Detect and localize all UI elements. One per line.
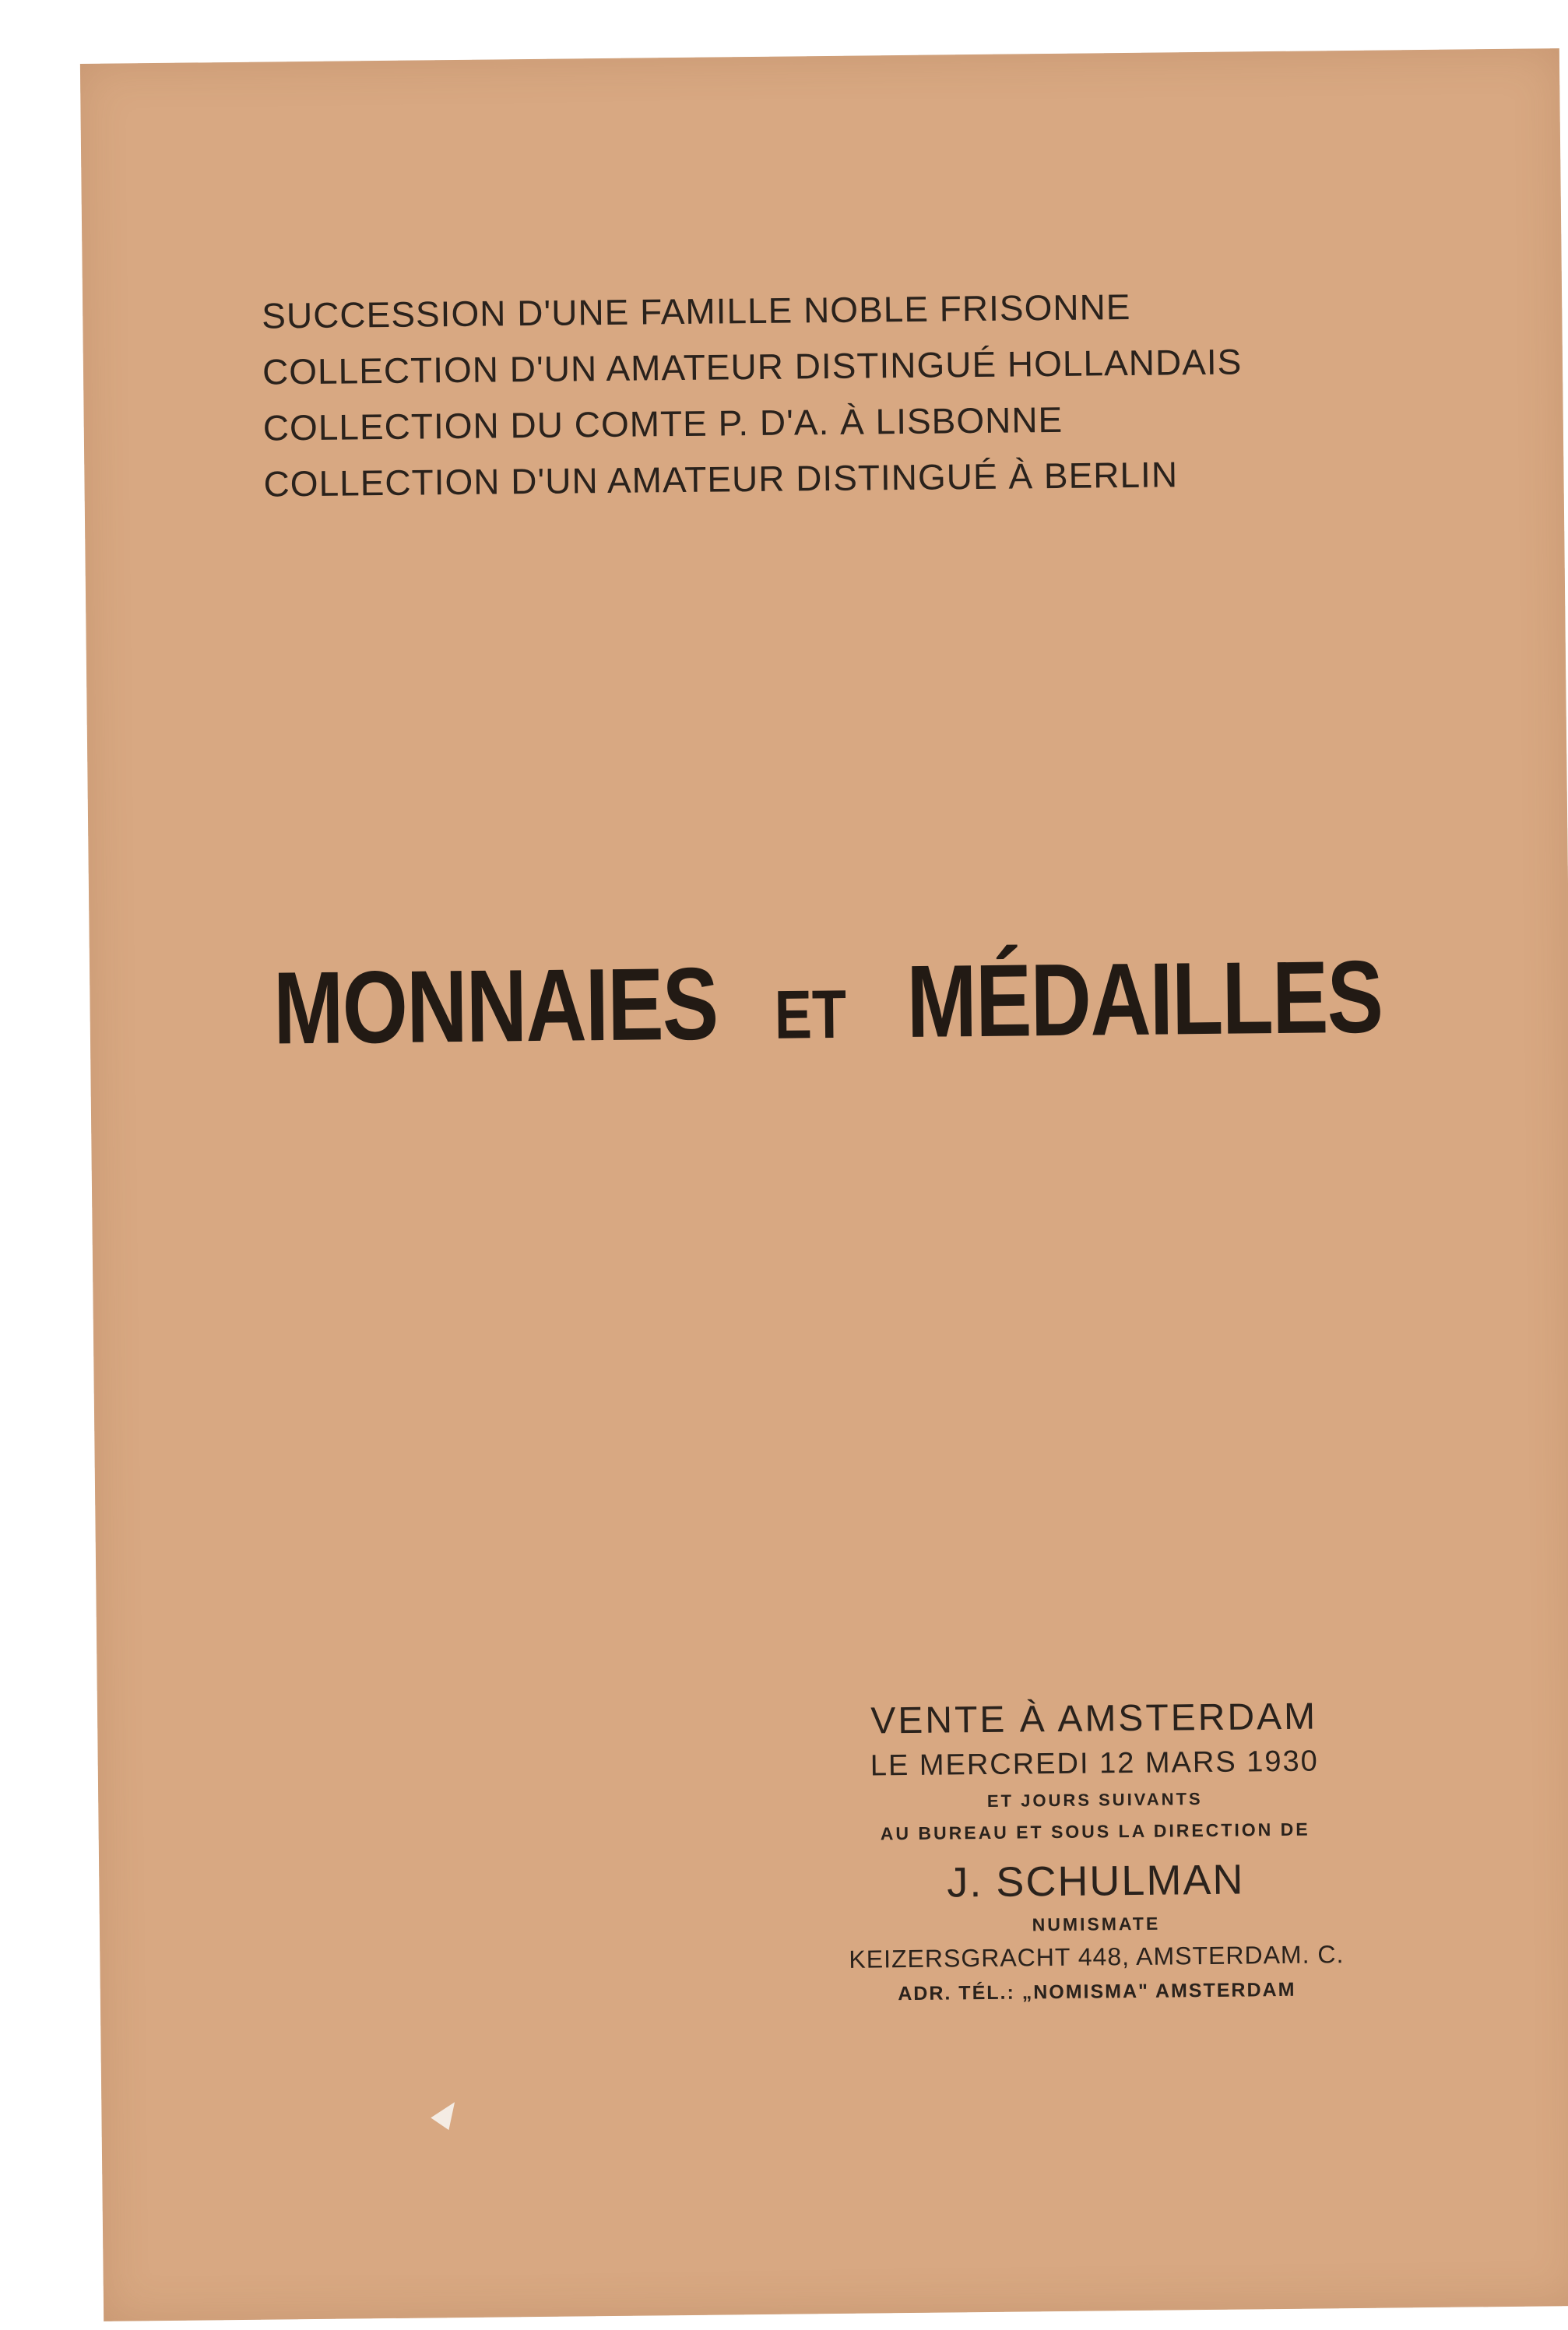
catalogue-cover [80,48,1568,2321]
dealer-address: KEIZERSGRACHT 448, AMSTERDAM. C. [849,1940,1345,1973]
provenance-line: SUCCESSION D'UNE FAMILLE NOBLE FRISONNE [261,286,1131,336]
sale-direction: AU BUREAU ET SOUS LA DIRECTION DE [880,1819,1310,1844]
dealer-name: J. SCHULMAN [947,1856,1245,1907]
sale-following-days: ET JOURS SUIVANTS [986,1789,1203,1811]
main-title [90,936,1568,1069]
sale-date: LE MERCREDI 12 MARS 1930 [870,1745,1319,1783]
dealer-telegraph: ADR. TÉL.: „NOMISMA" AMSTERDAM [898,1978,1296,2005]
sale-details [798,1693,1393,2011]
provenance-list [262,277,1243,511]
sale-place: VENTE À AMSTERDAM [870,1696,1318,1742]
paper-tear-mark [431,2096,463,2130]
provenance-line: COLLECTION DU COMTE P. D'A. À LISBONNE [262,399,1063,448]
title-word-monnaies: MONNAIES [272,946,718,1066]
provenance-line: COLLECTION D'UN AMATEUR DISTINGUÉ À BERLIN [263,454,1179,504]
provenance-line: COLLECTION D'UN AMATEUR DISTINGUÉ HOLLANDAIS [262,341,1243,392]
title-connector: ET [774,975,847,1053]
title-word-medailles: MÉDAILLES [906,939,1383,1059]
dealer-profession: NUMISMATE [1032,1913,1161,1935]
